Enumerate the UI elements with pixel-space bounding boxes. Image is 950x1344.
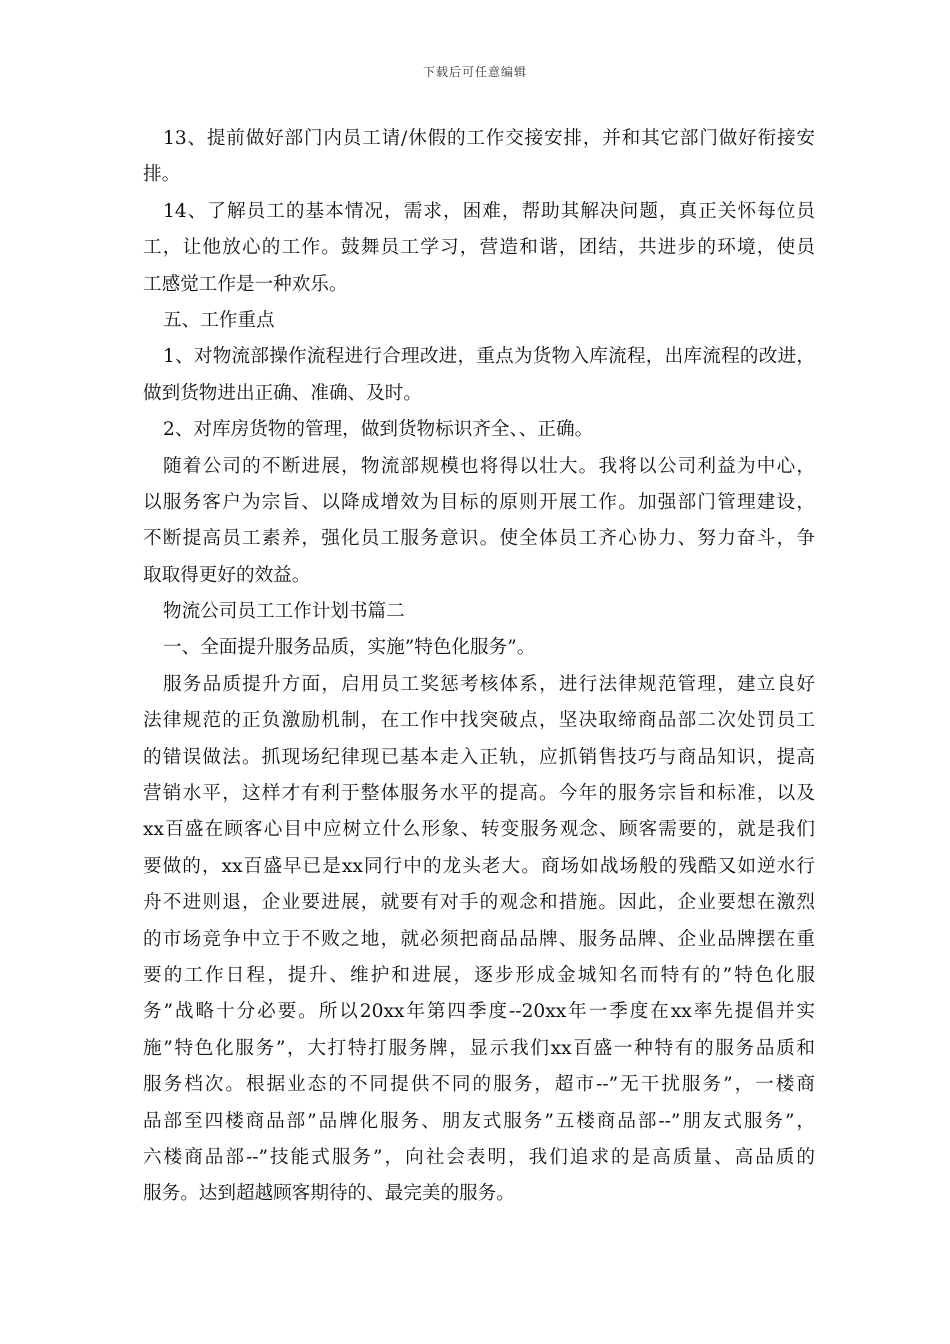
text-line: 务”战略十分必要。所以20xx年第四季度--20xx年一季度在xx率先提倡并实	[143, 1001, 815, 1023]
text-line: 舟不进则退，企业要进展，就要有对手的观念和措施。因此，企业要想在激烈	[143, 892, 815, 914]
text-line: xx百盛在顾客心目中应树立什么形象、转变服务观念、顾客需要的，就是我们	[143, 819, 815, 841]
text-line: 1、对物流部操作流程进行合理改进，重点为货物入库流程，出库流程的改进，	[163, 346, 815, 368]
text-line: 取取得更好的效益。	[143, 564, 311, 586]
text-line: 排。	[143, 164, 181, 186]
text-line: 14、了解员工的基本情况，需求，困难，帮助其解决问题，真正关怀每位员	[163, 200, 815, 222]
text-line: 的市场竞争中立于不败之地，就必须把商品品牌、服务品牌、企业品牌摆在重	[143, 928, 815, 950]
text-line: 物流公司员工工作计划书篇二	[163, 601, 405, 623]
text-line: 随着公司的不断进展，物流部规模也将得以壮大。我将以公司利益为中心，	[163, 455, 815, 477]
text-line: 2、对库房货物的管理，做到货物标识齐全、、正确。	[163, 419, 594, 441]
text-line: 一、全面提升服务品质，实施”特色化服务”。	[163, 637, 536, 659]
text-line: 13、提前做好部门内员工请/休假的工作交接安排，并和其它部门做好衔接安	[163, 128, 815, 149]
text-line: 的错误做法。抓现场纪律现已基本走入正轨，应抓销售技巧与商品知识，提高	[143, 746, 815, 768]
document-body	[143, 121, 815, 1213]
text-line: 六楼商品部--”技能式服务”，向社会表明，我们追求的是高质量、高品质的	[143, 1146, 815, 1168]
text-line: 以服务客户为宗旨、以降成增效为目标的原则开展工作。加强部门管理建设，	[143, 491, 815, 513]
page-header: 下载后可任意编辑	[422, 65, 527, 79]
text-line: 品部至四楼商品部”品牌化服务、朋友式服务”五楼商品部--”朋友式服务”，	[143, 1110, 815, 1132]
text-line: 要的工作日程，提升、维护和进展，逐步形成金城知名而特有的”特色化服	[143, 964, 815, 986]
text-line: 五、工作重点	[163, 309, 275, 331]
text-line: 要做的，xx百盛早已是xx同行中的龙头老大。商场如战场般的残酷又如逆水行	[143, 855, 815, 877]
text-line: 不断提高员工素养，强化员工服务意识。使全体员工齐心协力、努力奋斗，争	[143, 528, 815, 550]
text-line: 工感觉工作是一种欢乐。	[143, 273, 348, 295]
text-line: 做到货物进出正确、准确、及时。	[143, 382, 422, 404]
text-line: 施”特色化服务”，大打特打服务牌，显示我们xx百盛一种特有的服务品质和	[143, 1037, 815, 1059]
text-line: 服务品质提升方面，启用员工奖惩考核体系，进行法律规范管理，建立良好	[163, 673, 815, 695]
text-line: 服务档次。根据业态的不同提供不同的服务，超市--”无干扰服务”，一楼商	[143, 1074, 815, 1096]
text-line: 营销水平，这样才有利于整体服务水平的提高。今年的服务宗旨和标准，以及	[143, 783, 815, 805]
text-line: 服务。达到超越顾客期待的、最完美的服务。	[143, 1183, 515, 1205]
text-line: 工，让他放心的工作。鼓舞员工学习，营造和谐，团结，共进步的环境，使员	[143, 237, 815, 259]
text-line: 法律规范的正负激励机制，在工作中找突破点，坚决取缔商品部二次处罚员工	[143, 710, 815, 732]
